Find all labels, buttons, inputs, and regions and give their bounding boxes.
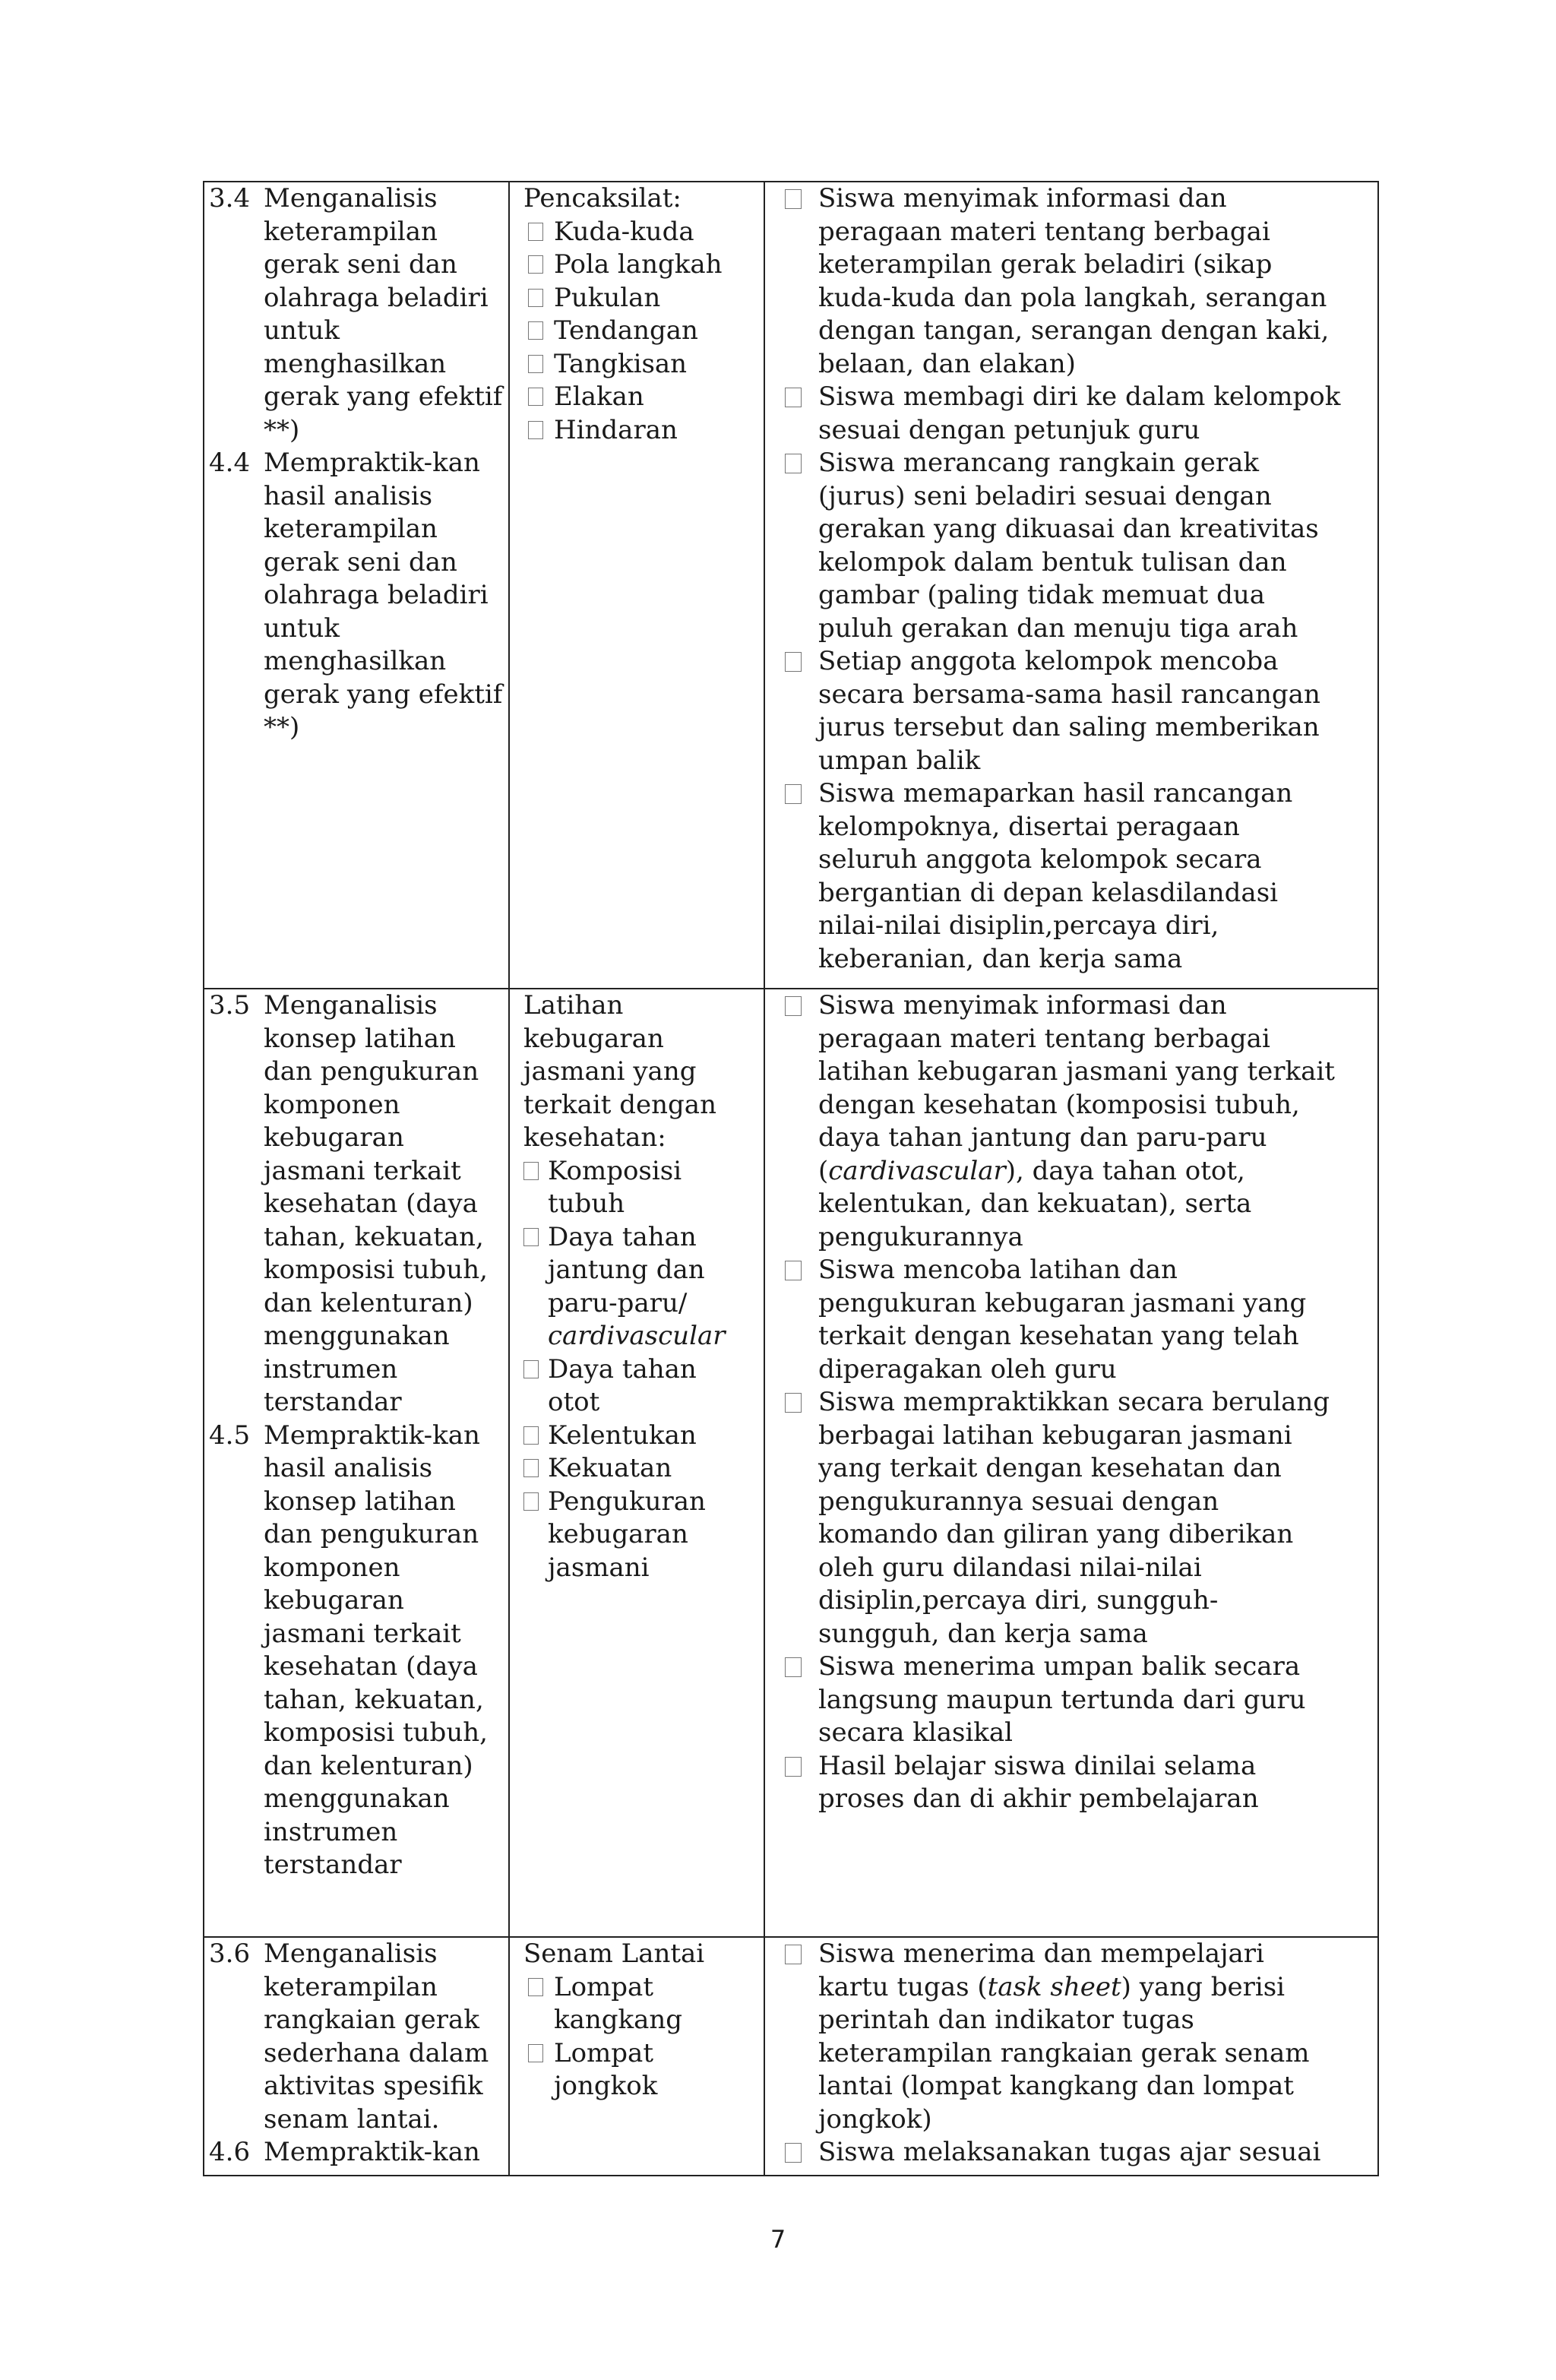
competency-number: 4.4	[209, 448, 251, 478]
checkbox-bullet-icon	[523, 1360, 539, 1378]
competency-item	[209, 1938, 508, 2136]
activity-text: Siswa mempraktikkan secara berulang berbagai latihan kebugaran jasmani yang terkait dengan kesehatan dan pengukurannya sesuai dengan komando dan giliran yang diberikan oleh guru dilandasi nilai-nilai disiplin,percaya diri, sungguh- sungguh, dan kerja sama	[818, 1387, 1330, 1649]
material-item	[523, 1419, 764, 1453]
activity-item	[785, 182, 1370, 381]
checkbox-bullet-icon	[528, 2044, 543, 2062]
material-item-text: Hindaran	[554, 414, 678, 445]
material-title: Senam Lantai	[523, 1938, 705, 1969]
material-item-text: Kuda-kuda	[554, 216, 694, 247]
competency-text: Mempraktik-kan hasil analisis konsep latihan dan pengukuran komponen kebugaran jasmani terkait kesehatan (daya tahan, kekuatan, komposisi tubuh, dan kelenturan) menggunakan instrumen terstandar	[264, 1419, 488, 1880]
checkbox-bullet-icon	[528, 421, 543, 439]
activity-text: Siswa memaparkan hasil rancangan kelompoknya, disertai peragaan seluruh anggota kelompok secara bergantian di depan kelasdilandasi nilai-nilai disiplin,percaya diri, keberanian, dan kerja sama	[818, 778, 1293, 974]
activity-text: Siswa menyimak informasi dan peragaan materi tentang berbagai keterampilan gerak beladiri (sikap kuda-kuda dan pola langkah, serangan dengan tangan, serangan dengan kaki, belaan, dan elakan)	[818, 183, 1330, 379]
activity-text: Siswa membagi diri ke dalam kelompok sesuai dengan petunjuk guru	[818, 381, 1341, 445]
activity-cell	[764, 1937, 1378, 2176]
checkbox-bullet-icon	[785, 652, 802, 672]
checkbox-bullet-icon	[523, 1492, 539, 1511]
material-item-text: Tangkisan	[554, 348, 688, 379]
syllabus-table	[203, 181, 1379, 2176]
page-number: 7	[770, 2225, 786, 2254]
competency-text: Menganalisis keterampilan rangkaian gerak sederhana dalam aktivitas spesifik senam lantai.	[264, 1938, 489, 2135]
activity-item	[785, 1386, 1370, 1650]
checkbox-bullet-icon	[785, 1757, 802, 1777]
material-item	[528, 1971, 764, 2037]
competency-text: Menganalisis konsep latihan dan pengukuran komponen kebugaran jasmani terkait kesehatan (daya tahan, kekuatan, komposisi tubuh, dan kelenturan) menggunakan instrumen terstandar	[264, 990, 488, 1417]
table-row	[204, 1937, 1378, 2176]
activity-text: Siswa mencoba latihan dan pengukuran kebugaran jasmani yang terkait dengan kesehatan yang telah diperagakan oleh guru	[818, 1255, 1307, 1385]
material-item	[528, 248, 764, 282]
activity-text: Siswa menerima dan mempelajari kartu tugas (task sheet) yang berisi perintah dan indikator tugas keterampilan rangkaian gerak senam lantai (lompat kangkang dan lompat jongkok)	[818, 1938, 1310, 2135]
checkbox-bullet-icon	[523, 1228, 539, 1246]
activity-item	[785, 447, 1370, 645]
material-cell	[509, 1937, 764, 2176]
material-item-text: Lompat jongkok	[554, 2037, 658, 2101]
checkbox-bullet-icon	[523, 1162, 539, 1180]
checkbox-bullet-icon	[528, 388, 543, 406]
checkbox-bullet-icon	[528, 355, 543, 373]
material-item-text: Pola langkah	[554, 249, 723, 280]
material-cell	[509, 989, 764, 1937]
activity-item	[785, 1254, 1370, 1386]
material-item-text: Tendangan	[554, 315, 698, 346]
competency-number: 3.4	[209, 183, 251, 214]
material-item-text: Lompat kangkang	[554, 1971, 683, 2035]
activity-text: Siswa menyimak informasi dan peragaan materi tentang berbagai latihan kebugaran jasmani yang terkait dengan kesehatan (komposisi tubuh, daya tahan jantung dan paru-paru (cardivascular), daya tahan otot, kelentukan, dan kekuatan), serta pengukurannya	[818, 990, 1335, 1252]
competency-cell	[204, 1937, 509, 2176]
competency-cell	[204, 182, 509, 989]
material-title: Pencaksilat:	[523, 183, 682, 214]
activity-item	[785, 989, 1370, 1254]
activity-item	[785, 1750, 1370, 1816]
competency-item	[209, 182, 508, 447]
activity-text: Siswa melaksanakan tugas ajar sesuai	[818, 2137, 1321, 2167]
competency-item	[209, 989, 508, 1419]
checkbox-bullet-icon	[528, 223, 543, 241]
material-cell	[509, 182, 764, 989]
checkbox-bullet-icon	[785, 784, 802, 804]
activity-cell	[764, 989, 1378, 1937]
activity-item	[785, 1938, 1370, 2136]
material-item	[523, 1452, 764, 1486]
activity-item	[785, 1650, 1370, 1750]
activity-text: Siswa merancang rangkain gerak (jurus) seni beladiri sesuai dengan gerakan yang dikuasai dan kreativitas kelompok dalam bentuk tulisan dan gambar (paling tidak memuat dua puluh gerakan dan menuju tiga arah	[818, 448, 1319, 644]
material-item-text: Kelentukan	[548, 1419, 697, 1451]
activity-item	[785, 2136, 1370, 2170]
competency-text: Mempraktik-kan hasil analisis keterampilan gerak seni dan olahraga beladiri untuk menghasilkan gerak yang efektif **)	[264, 448, 503, 742]
checkbox-bullet-icon	[528, 321, 543, 340]
activity-text: Hasil belajar siswa dinilai selama proses dan di akhir pembelajaran	[818, 1750, 1259, 1814]
material-item-text: Komposisi tubuh	[548, 1155, 682, 1219]
competency-text: Menganalisis keterampilan gerak seni dan olahraga beladiri untuk menghasilkan gerak yang efektif **)	[264, 183, 503, 445]
material-item	[523, 1221, 764, 1353]
competency-number: 3.5	[209, 990, 251, 1021]
material-item	[523, 1353, 764, 1419]
competency-cell	[204, 989, 509, 1937]
competency-item	[209, 2136, 508, 2170]
material-item-text: Kekuatan	[548, 1453, 672, 1483]
material-item	[523, 1155, 764, 1221]
checkbox-bullet-icon	[523, 1426, 539, 1445]
checkbox-bullet-icon	[785, 2143, 802, 2163]
material-title: Latihan kebugaran jasmani yang terkait dengan kesehatan:	[523, 990, 716, 1153]
competency-item	[209, 1419, 508, 1882]
checkbox-bullet-icon	[785, 388, 802, 407]
checkbox-bullet-icon	[785, 189, 802, 209]
material-item-text: Pukulan	[554, 282, 661, 313]
material-item	[528, 216, 764, 249]
checkbox-bullet-icon	[528, 289, 543, 307]
material-item	[528, 414, 764, 448]
checkbox-bullet-icon	[785, 1393, 802, 1413]
activity-text: Siswa menerima umpan balik secara langsung maupun tertunda dari guru secara klasikal	[818, 1651, 1306, 1748]
competency-number: 4.6	[209, 2137, 251, 2167]
activity-item	[785, 645, 1370, 777]
checkbox-bullet-icon	[523, 1459, 539, 1477]
material-item	[528, 348, 764, 381]
activity-text: Setiap anggota kelompok mencoba secara bersama-sama hasil rancangan jurus tersebut dan saling memberikan umpan balik	[818, 646, 1320, 776]
checkbox-bullet-icon	[785, 1945, 802, 1964]
table-row	[204, 182, 1378, 989]
competency-number: 3.6	[209, 1938, 251, 1969]
checkbox-bullet-icon	[528, 1978, 543, 1996]
checkbox-bullet-icon	[785, 1261, 802, 1280]
material-item	[528, 315, 764, 348]
material-item	[528, 381, 764, 414]
checkbox-bullet-icon	[785, 996, 802, 1016]
competency-item	[209, 447, 508, 745]
activity-cell	[764, 182, 1378, 989]
material-item	[528, 2037, 764, 2103]
material-item	[523, 1486, 764, 1585]
activity-item	[785, 777, 1370, 976]
material-item	[528, 282, 764, 315]
material-item-text: Daya tahan jantung dan paru-paru/ cardivascular	[548, 1221, 726, 1351]
competency-text: Mempraktik-kan	[264, 2137, 480, 2167]
checkbox-bullet-icon	[785, 1657, 802, 1677]
table-row	[204, 989, 1378, 1937]
checkbox-bullet-icon	[785, 454, 802, 473]
checkbox-bullet-icon	[528, 255, 543, 274]
material-item-text: Daya tahan otot	[548, 1353, 697, 1417]
material-item-text: Elakan	[554, 381, 644, 412]
competency-number: 4.5	[209, 1419, 251, 1451]
activity-item	[785, 381, 1370, 447]
material-item-text: Pengukuran kebugaran jasmani	[548, 1486, 706, 1583]
